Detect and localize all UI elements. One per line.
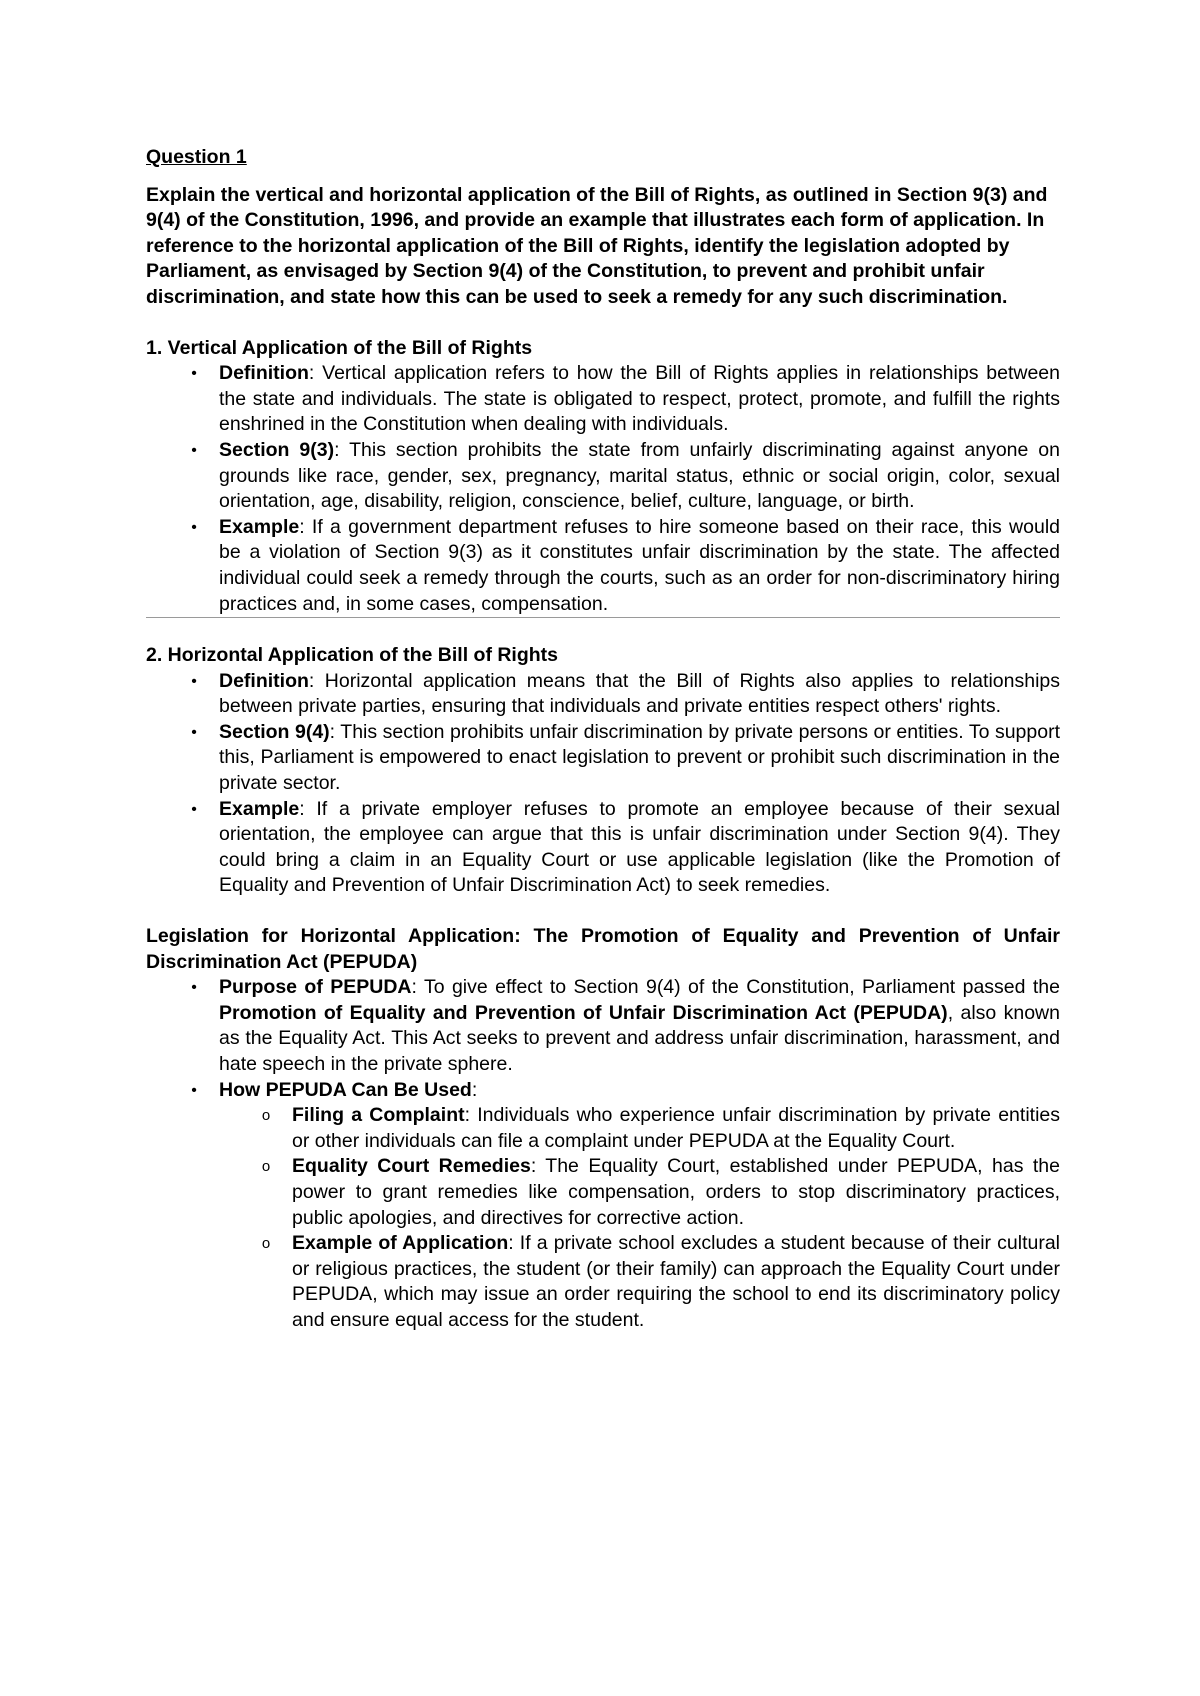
- horizontal-item-definition: [146, 669, 1060, 720]
- item-text: : If a private school excludes a student because of their cultural or religious practices, the student (or their family) can approach the Equality Court under PEPUDA, which may issue an order requiring the school to end its discriminatory policy and ensure equal access for the student.: [292, 1232, 1061, 1331]
- vertical-heading: 1. Vertical Application of the Bill of Rights: [146, 336, 533, 359]
- circle-bullet-icon: o: [261, 1107, 271, 1125]
- horizontal-item-example: [146, 797, 1060, 899]
- item-label: Definition: [219, 362, 309, 385]
- horizontal-list: [146, 669, 1060, 899]
- item-label: Example: [219, 797, 300, 820]
- bullet-icon: •: [191, 672, 197, 690]
- item-label: Filing a Complaint: [292, 1104, 465, 1127]
- bullet-icon: •: [191, 518, 197, 536]
- item-text: : This section prohibits unfair discrimination by private persons or entities. To support this, Parliament is empowered to enact legislation to prevent or prohibit such discrimination in the private sector.: [219, 720, 1061, 795]
- item-text: , also known as the Equality Act. This Act seeks to prevent and address unfair discrimination, harassment, and hate speech in the private sphere.: [219, 1001, 1060, 1075]
- item-label: Purpose of PEPUDA: [219, 976, 412, 999]
- item-text: : If a government department refuses to hire someone based on their race, this would be a violation of Section 9(3) as it constitutes unfair discrimination by the state. The affected individual could seek a remedy through the courts, such as an order for non-discriminatory hiring practices and, in some cases, compensation.: [219, 515, 1060, 615]
- item-label: Example of Application: [292, 1232, 509, 1255]
- item-label: How PEPUDA Can Be Used: [219, 1078, 472, 1101]
- item-text: :: [471, 1078, 478, 1101]
- sub-item-example-application: [219, 1231, 1060, 1333]
- question-heading: Question 1: [146, 146, 247, 168]
- item-label: Example: [219, 515, 300, 538]
- question-prompt: Explain the vertical and horizontal application of the Bill of Rights, as outlined in Section 9(3) and 9(4) of the Constitution, 1996, and provide an example that illustrates each form of application. In reference to the horizontal application of the Bill of Rights, identify the legislation adopted by Parliament, as envisaged by Section 9(4) of the Constitution, to prevent and prohibit unfair discrimination, and state how this can be used to seek a remedy for any such discrimination.: [146, 183, 1048, 308]
- vertical-item-example: [146, 515, 1060, 617]
- item-label: Section 9(3): [219, 438, 335, 461]
- item-text: : This section prohibits the state from unfairly discriminating against anyone on grounds like race, gender, sex, pregnancy, marital status, ethnic or social origin, color, sexual orientation, age, disability, religion, conscience, belief, culture, language, or birth.: [219, 438, 1060, 513]
- item-text: : Horizontal application means that the Bill of Rights also applies to relationships between private parties, ensuring that individuals and private entities respect others' rights.: [219, 669, 1060, 718]
- circle-bullet-icon: o: [261, 1235, 271, 1253]
- item-label: Definition: [219, 669, 309, 692]
- sub-item-filing-complaint: [219, 1103, 1060, 1154]
- legislation-item-purpose: [146, 975, 1060, 1077]
- item-text: : Vertical application refers to how the Bill of Rights applies in relationships between the state and individuals. The state is obligated to respect, protect, promote, and fulfill the rights enshrined in the Constitution when dealing with individuals.: [219, 362, 1060, 436]
- bullet-icon: •: [191, 800, 197, 818]
- document-page: [146, 145, 1060, 1334]
- vertical-item-section-9-3: [146, 438, 1060, 515]
- item-text: : Individuals who experience unfair discrimination by private entities or other individuals can file a complaint under PEPUDA at the Equality Court.: [292, 1104, 1060, 1152]
- vertical-item-definition: [146, 361, 1060, 438]
- sub-item-court-remedies: [219, 1154, 1060, 1231]
- bullet-icon: •: [191, 1081, 197, 1099]
- bullet-icon: •: [191, 979, 197, 997]
- bullet-icon: •: [191, 365, 197, 383]
- bullet-icon: •: [191, 441, 197, 459]
- item-text: : If a private employer refuses to promote an employee because of their sexual orientation, the employee can argue that this is unfair discrimination under Section 9(4). They could bring a claim in an Equality Court or use applicable legislation (like the Promotion of Equality and Prevention of Unfair Discrimination Act) to seek remedies.: [219, 797, 1060, 897]
- item-text: : To give effect to Section 9(4) of the Constitution, Parliament passed the: [411, 976, 1060, 999]
- act-name: Promotion of Equality and Prevention of Unfair Discrimination Act (PEPUDA): [219, 1001, 948, 1024]
- circle-bullet-icon: o: [261, 1158, 271, 1176]
- legislation-list: [146, 975, 1060, 1333]
- legislation-item-how-used: [146, 1078, 1060, 1334]
- horizontal-heading: 2. Horizontal Application of the Bill of Rights: [146, 644, 559, 667]
- item-text: : The Equality Court, established under PEPUDA, has the power to grant remedies like compensation, orders to stop discriminatory practices, public apologies, and directives for corrective action.: [292, 1155, 1060, 1229]
- legislation-heading: Legislation for Horizontal Application: The Promotion of Equality and Prevention of Unfair Discrimination Act (PEPUDA): [146, 925, 1060, 973]
- horizontal-item-section-9-4: [146, 720, 1060, 797]
- how-used-sublist: [219, 1103, 1060, 1333]
- item-label: Section 9(4): [219, 720, 330, 743]
- bullet-icon: •: [191, 723, 197, 741]
- item-label: Equality Court Remedies: [292, 1155, 531, 1178]
- vertical-list: [146, 361, 1060, 617]
